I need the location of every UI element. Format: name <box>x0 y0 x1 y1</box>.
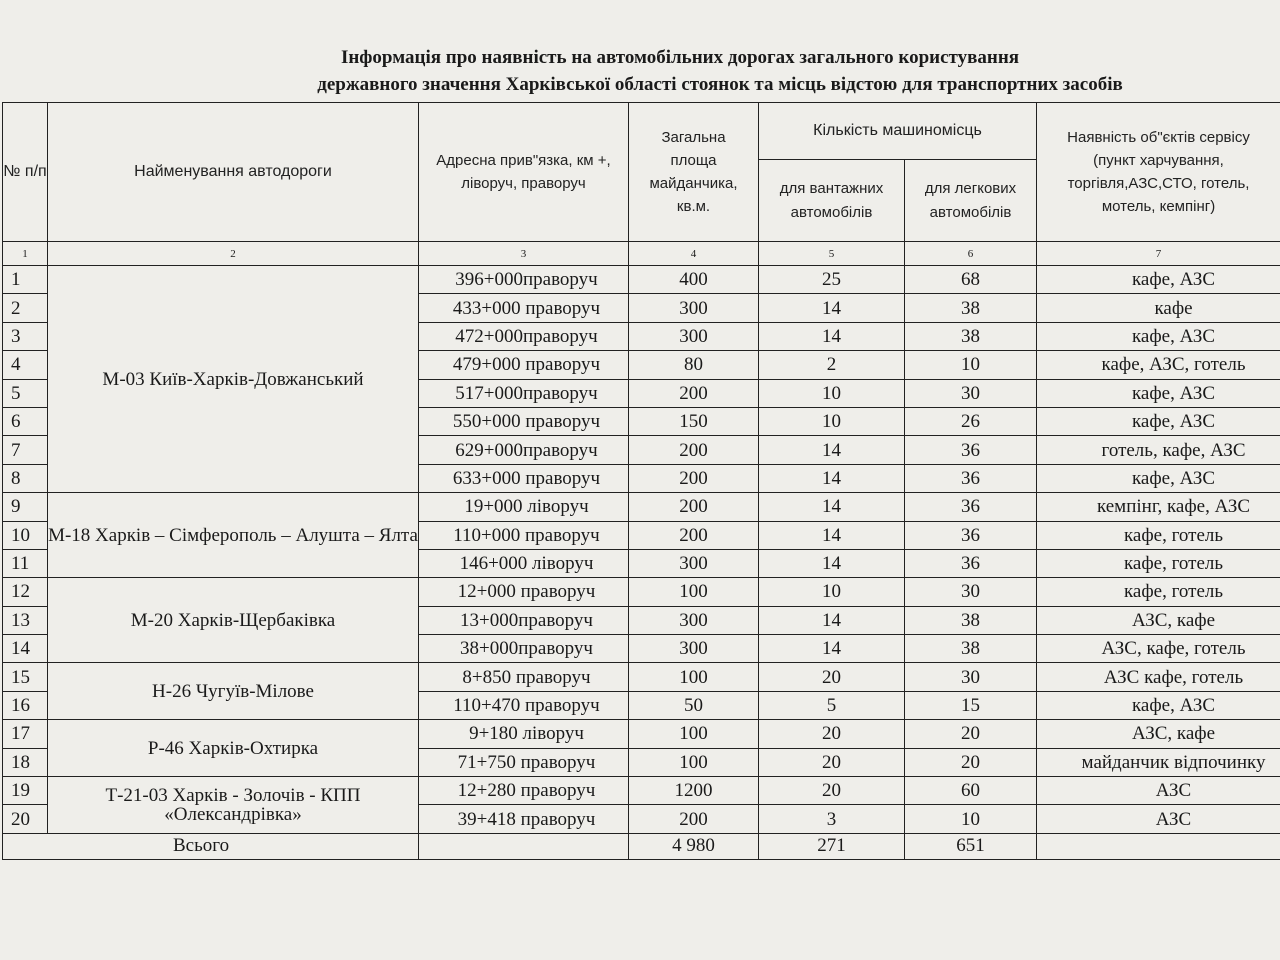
row-cars: 26 <box>905 407 1037 435</box>
col-number: 7 <box>1037 242 1280 266</box>
road-name: М-20 Харків-Щербаківка <box>48 578 419 663</box>
row-number: 8 <box>3 464 48 492</box>
header-cars: для легкових автомобілів <box>905 160 1037 242</box>
total-area: 4 980 <box>629 833 759 859</box>
row-area: 200 <box>629 493 759 521</box>
row-address: 38+000праворуч <box>419 635 629 663</box>
row-cars: 38 <box>905 606 1037 634</box>
row-number: 4 <box>3 351 48 379</box>
total-trucks: 271 <box>759 833 905 859</box>
row-area: 400 <box>629 266 759 294</box>
row-services: кафе, АЗС <box>1037 464 1280 492</box>
row-area: 100 <box>629 578 759 606</box>
row-area: 150 <box>629 407 759 435</box>
row-services: АЗС <box>1037 805 1280 833</box>
row-address: 629+000праворуч <box>419 436 629 464</box>
row-address: 12+000 праворуч <box>419 578 629 606</box>
row-address: 12+280 праворуч <box>419 777 629 805</box>
row-address: 517+000праворуч <box>419 379 629 407</box>
row-cars: 36 <box>905 493 1037 521</box>
header-road: Найменування автодороги <box>48 103 419 242</box>
document-title-line-2: державного значення Харківської області стоянок та місць відстою для транспортних засобів <box>317 74 1123 95</box>
row-trucks: 14 <box>759 464 905 492</box>
row-address: 13+000праворуч <box>419 606 629 634</box>
row-address: 396+000праворуч <box>419 266 629 294</box>
header-services: Наявність об"єктів сервісу (пункт харчування, торгівля,АЗС,СТО, готель, мотель, кемпінг) <box>1037 103 1280 242</box>
row-services: кафе, готель <box>1037 578 1280 606</box>
header-address: Адресна прив"язка, км +, ліворуч, праворуч <box>419 103 629 242</box>
row-number: 3 <box>3 322 48 350</box>
document-title-line-1: Інформація про наявність на автомобільних дорогах загального користування <box>340 47 1020 68</box>
row-number: 11 <box>3 549 48 577</box>
row-cars: 20 <box>905 720 1037 748</box>
row-area: 300 <box>629 322 759 350</box>
row-services: майданчик відпочинку <box>1037 748 1280 776</box>
table-row <box>3 777 1280 805</box>
row-address: 19+000 ліворуч <box>419 493 629 521</box>
row-trucks: 25 <box>759 266 905 294</box>
col-number: 3 <box>419 242 629 266</box>
total-address <box>419 833 629 859</box>
header-num: № п/п <box>3 103 48 242</box>
row-area: 200 <box>629 805 759 833</box>
row-number: 16 <box>3 691 48 719</box>
row-number: 9 <box>3 493 48 521</box>
row-cars: 10 <box>905 351 1037 379</box>
row-number: 2 <box>3 294 48 322</box>
row-address: 472+000праворуч <box>419 322 629 350</box>
row-cars: 36 <box>905 464 1037 492</box>
row-services: кафе, готель <box>1037 521 1280 549</box>
row-number: 7 <box>3 436 48 464</box>
row-area: 80 <box>629 351 759 379</box>
row-cars: 20 <box>905 748 1037 776</box>
row-number: 1 <box>3 266 48 294</box>
road-name: Н-26 Чугуїв-Мілове <box>48 663 419 720</box>
row-services: АЗС <box>1037 777 1280 805</box>
table-row <box>3 493 1280 521</box>
row-trucks: 14 <box>759 322 905 350</box>
col-number: 1 <box>3 242 48 266</box>
row-address: 39+418 праворуч <box>419 805 629 833</box>
row-area: 100 <box>629 748 759 776</box>
col-number: 5 <box>759 242 905 266</box>
row-cars: 30 <box>905 578 1037 606</box>
table-body <box>3 266 1280 834</box>
row-area: 200 <box>629 436 759 464</box>
row-trucks: 20 <box>759 748 905 776</box>
total-services <box>1037 833 1280 859</box>
row-trucks: 14 <box>759 521 905 549</box>
row-number: 12 <box>3 578 48 606</box>
row-number: 5 <box>3 379 48 407</box>
row-trucks: 5 <box>759 691 905 719</box>
row-services: АЗС кафе, готель <box>1037 663 1280 691</box>
row-services: кафе, АЗС, готель <box>1037 351 1280 379</box>
header-area: Загальна площа майданчика, кв.м. <box>629 103 759 242</box>
col-number: 6 <box>905 242 1037 266</box>
row-cars: 30 <box>905 379 1037 407</box>
road-name: М-03 Київ-Харків-Довжанський <box>48 266 419 493</box>
row-services: кафе <box>1037 294 1280 322</box>
row-cars: 68 <box>905 266 1037 294</box>
header-trucks: для вантажних автомобілів <box>759 160 905 242</box>
total-label: Всього <box>3 833 419 859</box>
row-area: 200 <box>629 379 759 407</box>
row-cars: 38 <box>905 635 1037 663</box>
row-trucks: 14 <box>759 549 905 577</box>
road-name: Т-21-03 Харків - Золочів - КПП «Олександрівка» <box>48 777 419 834</box>
row-address: 550+000 праворуч <box>419 407 629 435</box>
row-services: кемпінг, кафе, АЗС <box>1037 493 1280 521</box>
row-services: кафе, АЗС <box>1037 379 1280 407</box>
row-trucks: 3 <box>759 805 905 833</box>
row-trucks: 20 <box>759 720 905 748</box>
row-number: 19 <box>3 777 48 805</box>
row-area: 300 <box>629 294 759 322</box>
row-area: 1200 <box>629 777 759 805</box>
row-cars: 38 <box>905 294 1037 322</box>
row-services: кафе, АЗС <box>1037 266 1280 294</box>
row-services: готель, кафе, АЗС <box>1037 436 1280 464</box>
row-trucks: 14 <box>759 606 905 634</box>
row-address: 9+180 ліворуч <box>419 720 629 748</box>
table-row <box>3 663 1280 691</box>
table-row <box>3 266 1280 294</box>
row-address: 110+470 праворуч <box>419 691 629 719</box>
total-row <box>3 833 1280 859</box>
row-area: 300 <box>629 549 759 577</box>
row-services: АЗС, кафе <box>1037 606 1280 634</box>
row-cars: 36 <box>905 436 1037 464</box>
row-number: 15 <box>3 663 48 691</box>
row-trucks: 14 <box>759 436 905 464</box>
row-trucks: 2 <box>759 351 905 379</box>
col-number: 2 <box>48 242 419 266</box>
row-trucks: 14 <box>759 635 905 663</box>
row-area: 300 <box>629 635 759 663</box>
header-spaces: Кількість машиномісць <box>759 103 1037 160</box>
row-cars: 38 <box>905 322 1037 350</box>
row-area: 300 <box>629 606 759 634</box>
row-address: 479+000 праворуч <box>419 351 629 379</box>
road-name: Р-46 Харків-Охтирка <box>48 720 419 777</box>
table-row <box>3 578 1280 606</box>
row-cars: 36 <box>905 549 1037 577</box>
row-cars: 36 <box>905 521 1037 549</box>
table-row <box>3 720 1280 748</box>
row-trucks: 14 <box>759 493 905 521</box>
row-trucks: 10 <box>759 578 905 606</box>
row-address: 146+000 ліворуч <box>419 549 629 577</box>
row-address: 71+750 праворуч <box>419 748 629 776</box>
row-services: АЗС, кафе <box>1037 720 1280 748</box>
row-trucks: 20 <box>759 663 905 691</box>
row-number: 14 <box>3 635 48 663</box>
row-address: 110+000 праворуч <box>419 521 629 549</box>
parking-table <box>2 102 1280 860</box>
row-cars: 60 <box>905 777 1037 805</box>
row-trucks: 20 <box>759 777 905 805</box>
row-cars: 10 <box>905 805 1037 833</box>
row-services: АЗС, кафе, готель <box>1037 635 1280 663</box>
row-area: 100 <box>629 663 759 691</box>
row-trucks: 14 <box>759 294 905 322</box>
row-services: кафе, АЗС <box>1037 322 1280 350</box>
row-number: 17 <box>3 720 48 748</box>
row-area: 50 <box>629 691 759 719</box>
row-number: 20 <box>3 805 48 833</box>
row-cars: 15 <box>905 691 1037 719</box>
row-trucks: 10 <box>759 407 905 435</box>
total-cars: 651 <box>905 833 1037 859</box>
row-number: 13 <box>3 606 48 634</box>
row-address: 433+000 праворуч <box>419 294 629 322</box>
road-name: М-18 Харків – Сімферополь – Алушта – Ялта <box>48 493 419 578</box>
row-services: кафе, АЗС <box>1037 407 1280 435</box>
row-services: кафе, готель <box>1037 549 1280 577</box>
row-cars: 30 <box>905 663 1037 691</box>
row-area: 200 <box>629 521 759 549</box>
col-number: 4 <box>629 242 759 266</box>
row-address: 8+850 праворуч <box>419 663 629 691</box>
row-area: 100 <box>629 720 759 748</box>
row-address: 633+000 праворуч <box>419 464 629 492</box>
row-number: 10 <box>3 521 48 549</box>
row-area: 200 <box>629 464 759 492</box>
row-services: кафе, АЗС <box>1037 691 1280 719</box>
row-number: 18 <box>3 748 48 776</box>
row-number: 6 <box>3 407 48 435</box>
row-trucks: 10 <box>759 379 905 407</box>
